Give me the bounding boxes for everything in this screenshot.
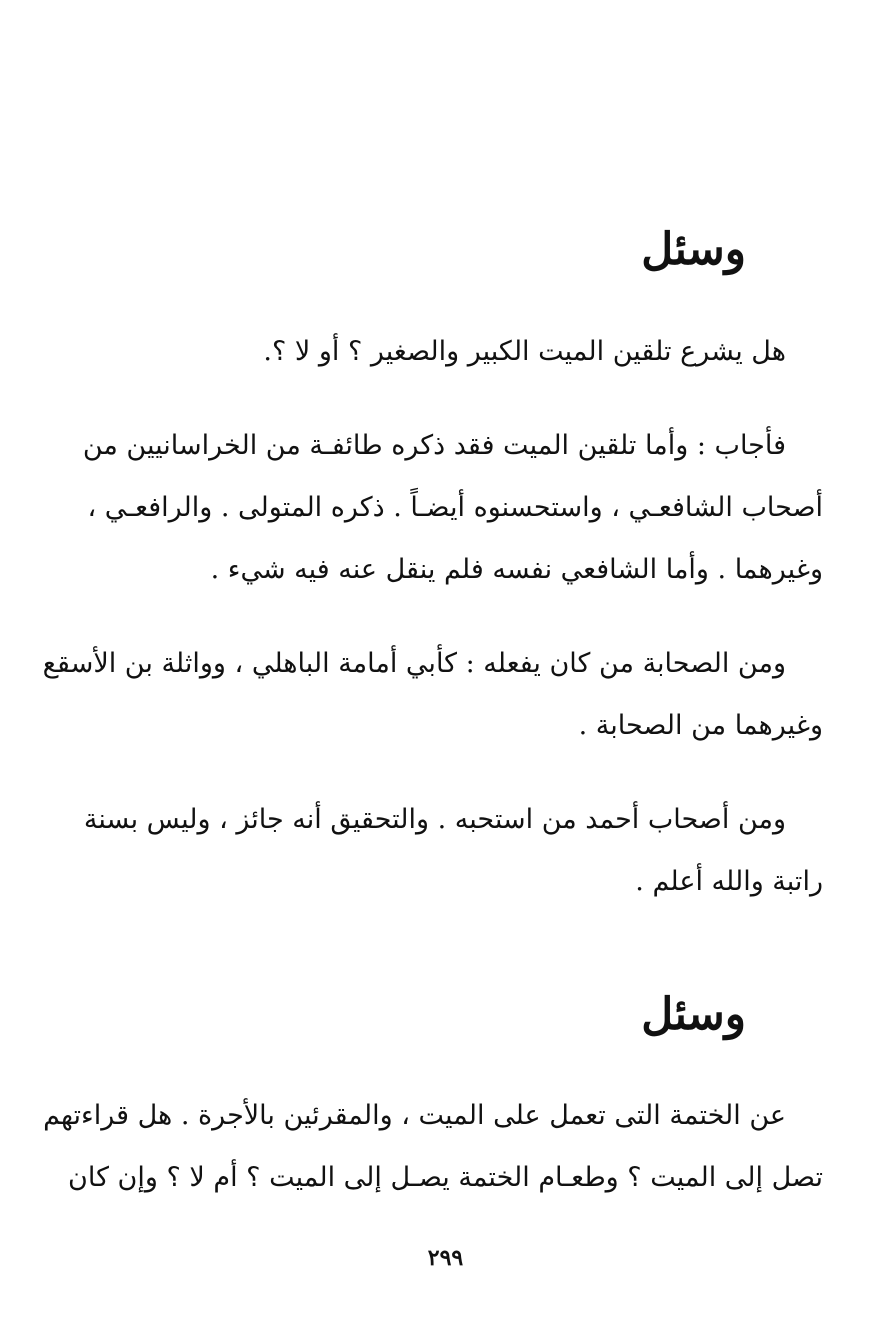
answer-line: راتبة والله أعلم . <box>635 866 823 897</box>
answer-line: ومن أصحاب أحمد من استحبه . والتحقيق أنه جائز ، وليس بسنة <box>83 804 786 835</box>
section-heading: وسئل <box>641 224 746 275</box>
question-line: هل يشرع تلقين الميت الكبير والصغير ؟ أو لا ؟. <box>263 336 786 367</box>
answer-line: أصحاب الشافعـي ، واستحسنوه أيضـاً . ذكره المتولى . والرافعـي ، <box>87 492 823 523</box>
section-heading: وسئل <box>641 989 746 1040</box>
answer-line: وغيرهما من الصحابة . <box>578 710 823 741</box>
question-line: عن الختمة التى تعمل على الميت ، والمقرئين بالأجرة . هل قراءتهم <box>43 1100 786 1131</box>
page-number: ٢٩٩ <box>427 1245 464 1271</box>
answer-line: ومن الصحابة من كان يفعله : كأبي أمامة الباهلي ، وواثلة بن الأسقع <box>42 648 786 679</box>
answer-line: فأجاب : وأما تلقين الميت فقد ذكره طائفـة من الخراسانيين من <box>82 430 786 461</box>
question-line: تصل إلى الميت ؟ وطعـام الختمة يصـل إلى الميت ؟ أم لا ؟ وإن كان <box>68 1162 823 1193</box>
answer-line: وغيرهما . وأما الشافعي نفسه فلم ينقل عنه فيه شيء . <box>210 554 823 585</box>
